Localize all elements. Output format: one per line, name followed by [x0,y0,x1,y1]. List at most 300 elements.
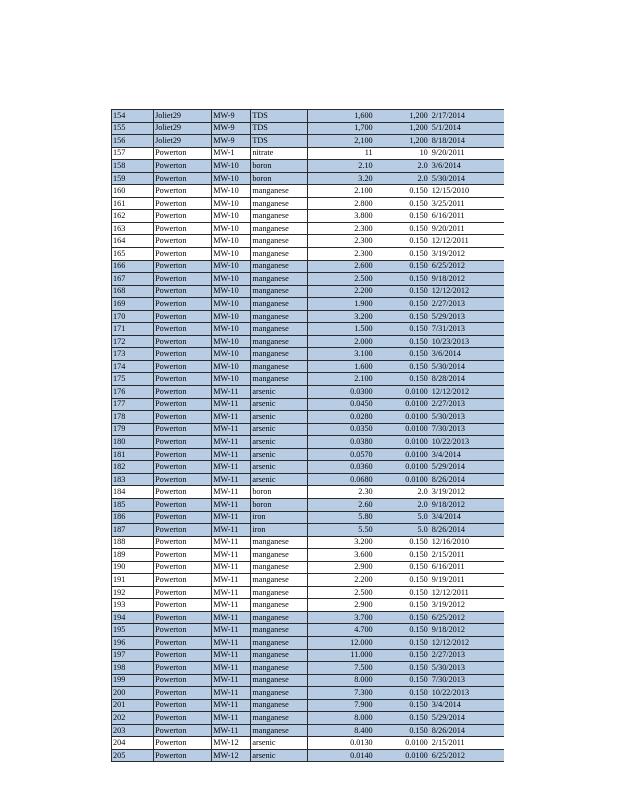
standard-value-cell: 0.0100 [374,398,428,411]
row-number-cell: 183 [112,473,154,486]
sample-date-cell: 10/23/2013 [428,335,504,348]
result-value-cell: 8.000 [308,674,374,687]
site-cell: Joliet29 [154,110,212,123]
well-cell: MW-11 [212,498,251,511]
site-cell: Powerton [154,574,212,587]
well-cell: MW-11 [212,511,251,524]
table-row [112,210,505,223]
well-cell: MW-12 [212,737,251,750]
parameter-cell: manganese [251,197,308,210]
sample-date-cell: 9/18/2012 [428,624,504,637]
well-cell: MW-10 [212,260,251,273]
well-cell: MW-10 [212,348,251,361]
row-number-cell: 174 [112,360,154,373]
parameter-cell: manganese [251,185,308,198]
row-number-cell: 157 [112,147,154,160]
row-number-cell: 179 [112,423,154,436]
well-cell: MW-11 [212,473,251,486]
table-row [112,135,505,148]
well-cell: MW-10 [212,172,251,185]
standard-value-cell: 0.0100 [374,473,428,486]
standard-value-cell: 10 [374,147,428,160]
table-row [112,511,505,524]
standard-value-cell: 0.150 [374,536,428,549]
sample-date-cell: 5/29/2014 [428,712,504,725]
row-number-cell: 195 [112,624,154,637]
row-number-cell: 197 [112,649,154,662]
sample-date-cell: 12/12/2011 [428,586,504,599]
well-cell: MW-10 [212,360,251,373]
table-row [112,285,505,298]
well-cell: MW-11 [212,536,251,549]
sample-date-cell: 9/18/2012 [428,498,504,511]
result-value-cell: 4.700 [308,624,374,637]
result-value-cell: 7.900 [308,699,374,712]
standard-value-cell: 0.150 [374,662,428,675]
result-value-cell: 2,100 [308,135,374,148]
row-number-cell: 196 [112,636,154,649]
standard-value-cell: 0.150 [374,649,428,662]
sample-date-cell: 7/30/2013 [428,674,504,687]
sample-date-cell: 3/4/2014 [428,448,504,461]
result-value-cell: 3.200 [308,310,374,323]
site-cell: Powerton [154,373,212,386]
well-cell: MW-11 [212,724,251,737]
site-cell: Powerton [154,222,212,235]
site-cell: Powerton [154,662,212,675]
result-value-cell: 2.500 [308,586,374,599]
parameter-cell: boron [251,172,308,185]
standard-value-cell: 0.150 [374,185,428,198]
site-cell: Powerton [154,498,212,511]
site-cell: Powerton [154,147,212,160]
row-number-cell: 163 [112,222,154,235]
table-row [112,386,505,399]
site-cell: Powerton [154,448,212,461]
parameter-cell: manganese [251,273,308,286]
row-number-cell: 178 [112,411,154,424]
standard-value-cell: 1,200 [374,135,428,148]
sample-date-cell: 3/4/2014 [428,699,504,712]
standard-value-cell: 5.0 [374,511,428,524]
well-cell: MW-9 [212,110,251,123]
standard-value-cell: 0.150 [374,235,428,248]
standard-value-cell: 0.150 [374,561,428,574]
well-cell: MW-11 [212,574,251,587]
sample-date-cell: 6/16/2011 [428,210,504,223]
result-value-cell: 1.500 [308,323,374,336]
site-cell: Powerton [154,285,212,298]
site-cell: Powerton [154,436,212,449]
site-cell: Powerton [154,185,212,198]
row-number-cell: 154 [112,110,154,123]
table-row [112,486,505,499]
parameter-cell: manganese [251,222,308,235]
site-cell: Powerton [154,561,212,574]
site-cell: Powerton [154,712,212,725]
standard-value-cell: 0.150 [374,599,428,612]
row-number-cell: 159 [112,172,154,185]
well-cell: MW-10 [212,248,251,261]
parameter-cell: manganese [251,574,308,587]
well-cell: MW-10 [212,185,251,198]
result-value-cell: 5.50 [308,524,374,537]
row-number-cell: 187 [112,524,154,537]
result-value-cell: 2.200 [308,574,374,587]
well-cell: MW-11 [212,398,251,411]
parameter-cell: manganese [251,611,308,624]
well-cell: MW-10 [212,298,251,311]
table-row [112,737,505,750]
parameter-cell: TDS [251,122,308,135]
site-cell: Powerton [154,348,212,361]
standard-value-cell: 0.0100 [374,461,428,474]
row-number-cell: 189 [112,549,154,562]
well-cell: MW-11 [212,636,251,649]
site-cell: Joliet29 [154,135,212,148]
standard-value-cell: 0.0100 [374,423,428,436]
sample-date-cell: 5/30/2014 [428,172,504,185]
row-number-cell: 181 [112,448,154,461]
sample-date-cell: 2/17/2014 [428,110,504,123]
well-cell: MW-11 [212,662,251,675]
table-row [112,624,505,637]
site-cell: Powerton [154,386,212,399]
row-number-cell: 193 [112,599,154,612]
standard-value-cell: 0.0100 [374,749,428,762]
parameter-cell: manganese [251,235,308,248]
standard-value-cell: 0.150 [374,298,428,311]
site-cell: Powerton [154,160,212,173]
row-number-cell: 162 [112,210,154,223]
standard-value-cell: 0.150 [374,699,428,712]
table-row [112,699,505,712]
site-cell: Powerton [154,273,212,286]
sample-date-cell: 5/1/2014 [428,122,504,135]
sample-date-cell: 6/16/2011 [428,561,504,574]
parameter-cell: TDS [251,135,308,148]
sample-date-cell: 5/29/2013 [428,310,504,323]
row-number-cell: 204 [112,737,154,750]
table-row [112,423,505,436]
site-cell: Powerton [154,210,212,223]
parameter-cell: manganese [251,599,308,612]
standard-value-cell: 0.150 [374,586,428,599]
sample-date-cell: 2/27/2013 [428,398,504,411]
parameter-cell: manganese [251,298,308,311]
well-cell: MW-11 [212,712,251,725]
sample-date-cell: 8/28/2014 [428,373,504,386]
parameter-cell: manganese [251,662,308,675]
site-cell: Powerton [154,649,212,662]
site-cell: Powerton [154,624,212,637]
table-row [112,461,505,474]
row-number-cell: 192 [112,586,154,599]
result-value-cell: 3.800 [308,210,374,223]
site-cell: Powerton [154,172,212,185]
sample-date-cell: 5/30/2013 [428,662,504,675]
table-row [112,160,505,173]
row-number-cell: 168 [112,285,154,298]
standard-value-cell: 0.150 [374,624,428,637]
result-value-cell: 2.300 [308,222,374,235]
standard-value-cell: 1,200 [374,110,428,123]
parameter-cell: arsenic [251,473,308,486]
well-cell: MW-10 [212,210,251,223]
sample-date-cell: 3/19/2012 [428,486,504,499]
standard-value-cell: 2.0 [374,160,428,173]
standard-value-cell: 0.150 [374,549,428,562]
row-number-cell: 188 [112,536,154,549]
result-value-cell: 2.60 [308,498,374,511]
parameter-cell: boron [251,498,308,511]
parameter-cell: manganese [251,323,308,336]
standard-value-cell: 0.150 [374,285,428,298]
result-value-cell: 2.000 [308,335,374,348]
row-number-cell: 156 [112,135,154,148]
parameter-cell: manganese [251,586,308,599]
table-row [112,574,505,587]
site-cell: Powerton [154,674,212,687]
standard-value-cell: 0.150 [374,360,428,373]
row-number-cell: 191 [112,574,154,587]
result-value-cell: 12.000 [308,636,374,649]
well-cell: MW-10 [212,197,251,210]
table-row [112,298,505,311]
row-number-cell: 167 [112,273,154,286]
standard-value-cell: 0.150 [374,636,428,649]
standard-value-cell: 0.150 [374,712,428,725]
table-row [112,498,505,511]
table-row [112,586,505,599]
standard-value-cell: 0.150 [374,348,428,361]
site-cell: Powerton [154,335,212,348]
site-cell: Powerton [154,724,212,737]
sample-date-cell: 6/25/2012 [428,260,504,273]
site-cell: Joliet29 [154,122,212,135]
table-row [112,611,505,624]
row-number-cell: 203 [112,724,154,737]
result-value-cell: 2.900 [308,599,374,612]
table-row [112,448,505,461]
site-cell: Powerton [154,423,212,436]
row-number-cell: 176 [112,386,154,399]
sample-date-cell: 3/19/2012 [428,599,504,612]
result-value-cell: 0.0280 [308,411,374,424]
row-number-cell: 173 [112,348,154,361]
well-cell: MW-11 [212,448,251,461]
result-value-cell: 2.10 [308,160,374,173]
parameter-cell: arsenic [251,448,308,461]
table-row [112,235,505,248]
table-row [112,185,505,198]
site-cell: Powerton [154,549,212,562]
well-cell: MW-10 [212,310,251,323]
site-cell: Powerton [154,687,212,700]
table-row [112,147,505,160]
table-row [112,411,505,424]
result-value-cell: 0.0450 [308,398,374,411]
result-value-cell: 3.100 [308,348,374,361]
standard-value-cell: 0.0100 [374,411,428,424]
result-value-cell: 0.0360 [308,461,374,474]
site-cell: Powerton [154,360,212,373]
table-row [112,222,505,235]
result-value-cell: 2.800 [308,197,374,210]
parameter-cell: manganese [251,373,308,386]
well-cell: MW-10 [212,222,251,235]
table-row [112,724,505,737]
result-value-cell: 3.700 [308,611,374,624]
table-row [112,373,505,386]
result-value-cell: 2.300 [308,248,374,261]
table-row [112,335,505,348]
result-value-cell: 1,700 [308,122,374,135]
parameter-cell: manganese [251,360,308,373]
parameter-cell: nitrate [251,147,308,160]
standard-value-cell: 0.150 [374,273,428,286]
row-number-cell: 175 [112,373,154,386]
result-value-cell: 2.100 [308,373,374,386]
standard-value-cell: 0.150 [374,724,428,737]
sample-date-cell: 8/18/2014 [428,135,504,148]
site-cell: Powerton [154,197,212,210]
sample-date-cell: 9/19/2011 [428,574,504,587]
sample-date-cell: 2/27/2013 [428,298,504,311]
well-cell: MW-11 [212,586,251,599]
parameter-cell: manganese [251,285,308,298]
result-value-cell: 8.000 [308,712,374,725]
parameter-cell: arsenic [251,386,308,399]
standard-value-cell: 0.150 [374,222,428,235]
well-cell: MW-11 [212,674,251,687]
parameter-cell: manganese [251,712,308,725]
parameter-cell: manganese [251,724,308,737]
well-cell: MW-11 [212,649,251,662]
site-cell: Powerton [154,235,212,248]
sample-date-cell: 12/15/2010 [428,185,504,198]
sample-date-cell: 3/25/2011 [428,197,504,210]
well-cell: MW-10 [212,235,251,248]
standard-value-cell: 0.150 [374,310,428,323]
row-number-cell: 165 [112,248,154,261]
table-row [112,197,505,210]
well-cell: MW-1 [212,147,251,160]
well-cell: MW-10 [212,323,251,336]
parameter-cell: manganese [251,210,308,223]
row-number-cell: 200 [112,687,154,700]
standard-value-cell: 0.0100 [374,448,428,461]
table-row [112,749,505,762]
parameter-cell: manganese [251,310,308,323]
result-value-cell: 2.100 [308,185,374,198]
result-value-cell: 0.0380 [308,436,374,449]
table-row [112,360,505,373]
well-cell: MW-11 [212,611,251,624]
result-value-cell: 2.300 [308,235,374,248]
standard-value-cell: 0.150 [374,260,428,273]
row-number-cell: 164 [112,235,154,248]
sample-date-cell: 8/26/2014 [428,724,504,737]
well-cell: MW-9 [212,135,251,148]
standard-value-cell: 0.150 [374,197,428,210]
site-cell: Powerton [154,323,212,336]
well-cell: MW-10 [212,273,251,286]
site-cell: Powerton [154,486,212,499]
table-row [112,248,505,261]
well-cell: MW-10 [212,285,251,298]
sample-date-cell: 7/30/2013 [428,423,504,436]
table-row [112,348,505,361]
result-value-cell: 0.0300 [308,386,374,399]
row-number-cell: 202 [112,712,154,725]
table-row [112,561,505,574]
sample-date-cell: 5/30/2013 [428,411,504,424]
result-value-cell: 5.80 [308,511,374,524]
data-table-body [112,110,505,762]
result-value-cell: 0.0570 [308,448,374,461]
row-number-cell: 172 [112,335,154,348]
sample-date-cell: 2/15/2011 [428,737,504,750]
sample-date-cell: 8/26/2014 [428,473,504,486]
table-row [112,687,505,700]
table-row [112,599,505,612]
table-row [112,172,505,185]
table-row [112,536,505,549]
result-value-cell: 1.600 [308,360,374,373]
result-value-cell: 3.600 [308,549,374,562]
row-number-cell: 182 [112,461,154,474]
parameter-cell: TDS [251,110,308,123]
standard-value-cell: 0.150 [374,323,428,336]
result-value-cell: 2.900 [308,561,374,574]
parameter-cell: manganese [251,699,308,712]
sample-date-cell: 5/30/2014 [428,360,504,373]
site-cell: Powerton [154,636,212,649]
sample-date-cell: 12/12/2012 [428,386,504,399]
standard-value-cell: 0.0100 [374,436,428,449]
result-value-cell: 0.0130 [308,737,374,750]
parameter-cell: manganese [251,687,308,700]
sample-date-cell: 8/26/2014 [428,524,504,537]
row-number-cell: 160 [112,185,154,198]
standard-value-cell: 0.150 [374,210,428,223]
sample-date-cell: 3/6/2014 [428,348,504,361]
sample-date-cell: 2/27/2013 [428,649,504,662]
site-cell: Powerton [154,611,212,624]
well-cell: MW-11 [212,549,251,562]
row-number-cell: 198 [112,662,154,675]
standard-value-cell: 2.0 [374,486,428,499]
well-cell: MW-11 [212,411,251,424]
parameter-cell: manganese [251,549,308,562]
result-value-cell: 8.400 [308,724,374,737]
well-cell: MW-9 [212,122,251,135]
parameter-cell: boron [251,486,308,499]
table-row [112,110,505,123]
parameter-cell: arsenic [251,436,308,449]
well-cell: MW-11 [212,461,251,474]
row-number-cell: 180 [112,436,154,449]
table-row [112,273,505,286]
result-value-cell: 7.500 [308,662,374,675]
well-cell: MW-11 [212,624,251,637]
table-row [112,436,505,449]
sample-date-cell: 12/12/2012 [428,285,504,298]
row-number-cell: 166 [112,260,154,273]
row-number-cell: 194 [112,611,154,624]
table-row [112,323,505,336]
